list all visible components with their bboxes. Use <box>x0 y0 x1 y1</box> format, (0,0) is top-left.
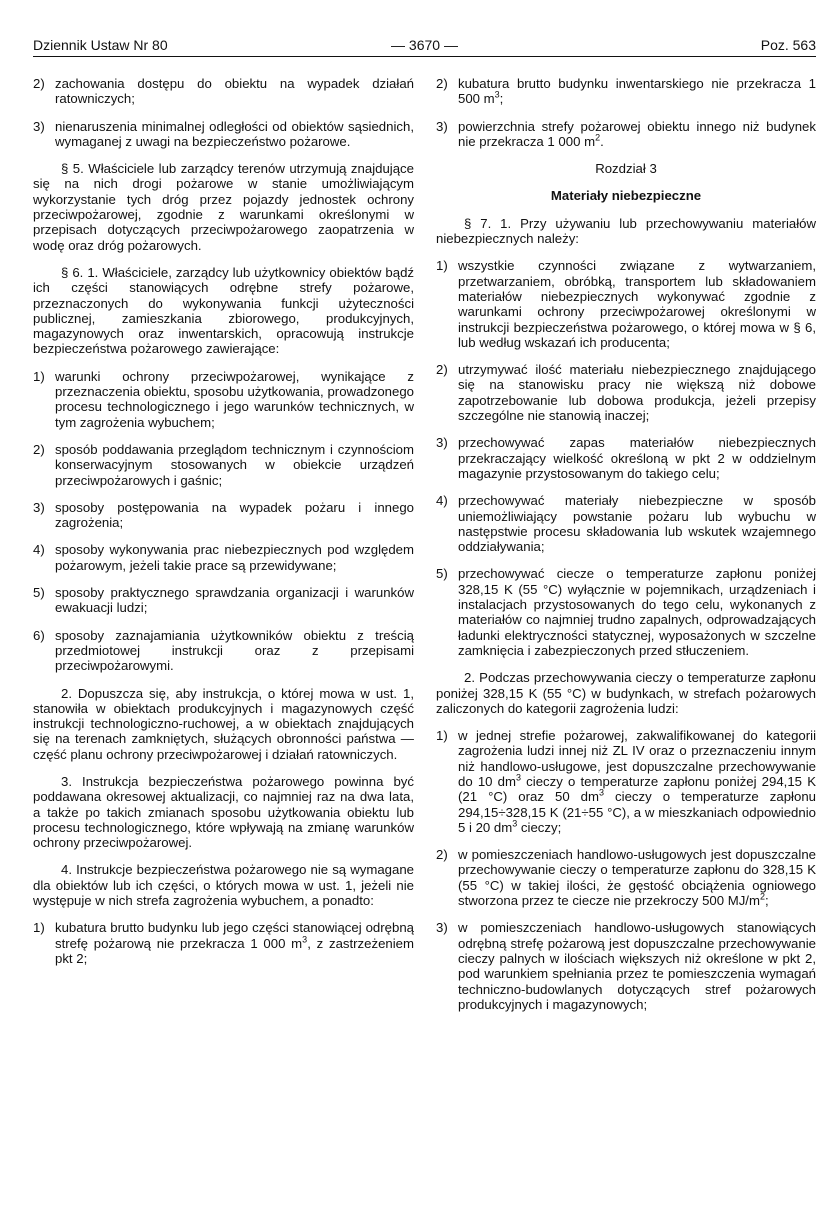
item-tail: . <box>600 133 604 149</box>
superscript: 3 <box>512 818 518 829</box>
left-column <box>33 76 414 978</box>
item-tail: ; <box>499 91 504 107</box>
item-text: w jednej strefie pożarowej, zakwalifikowanej do kategorii zagrożenia ludzi innej niż ZL IV oraz o przeznaczeniu innym niż handlowo-usługowe, jest dopuszczalne przechowywanie do 10 dm <box>458 728 816 789</box>
list-item: 3) przechowywać zapas materiałów niebezpiecznych przekraczający wielkość określoną w pkt 2 w oddzielnym magazynie przystosowanym do takiego celu; <box>436 435 816 481</box>
list-item: 1) kubatura brutto budynku lub jego części stanowiącej odrębną strefę pożarową nie przekracza 1 000 $m^3$, z zastrzeżeniem pkt 2; <box>33 920 414 966</box>
list-item: 2) sposób poddawania przeglądom technicznym i czynnościom konserwacyjnym stosowanych w obiekcie urządzeń przeciwpożarowych i gaśnic; <box>33 441 414 488</box>
list-item: 2) zachowania dostępu do obiektu na wypadek działań ratowniczych; <box>33 76 414 107</box>
list-item: 6) sposoby zaznajamiania użytkowników obiektu z treścią przedmiotowej instrukcji oraz z przepisami przeciwpożarowymi. <box>33 627 414 674</box>
paragraph-section-6: § 6. 1. Właściciele, zarządcy lub użytkownicy obiektów bądź ich części stanowiących odrębne strefy pożarowe, przeznaczonych do wykonywania funkcji użyteczności publicznej, zamieszkania zbiorowego, produkcyjnych, magazynowych oraz inwentarskich, opracowują instrukcje bezpieczeństwa pożarowego zawierające: <box>33 264 414 357</box>
item-text: cieczy o temperaturze zapłonu 294,15÷328,15 K (21÷55 °C), a w mieszkaniach odpowiednio 5 i 20 dm <box>458 789 816 835</box>
list-item: 5) sposoby praktycznego sprawdzania organizacji i warunków ewakuacji ludzi; <box>33 585 414 616</box>
journal-title: Dziennik Ustaw Nr 80 <box>33 37 168 53</box>
item-tail: cieczy; <box>517 819 562 835</box>
list-item: 3) nienaruszenia minimalnej odległości od obiektów sąsiednich, wymaganej z uwagi na bezpieczeństwo pożarowe. <box>33 118 414 149</box>
list-item: 1) warunki ochrony przeciwpożarowej, wynikające z przeznaczenia obiektu, sposobu użytkowania, prowadzonego procesu technologicznego i jego warunków technicznych, w tym zagrożenia wybuchem; <box>33 368 414 430</box>
item-text: kubatura brutto budynku inwentarskiego nie przekracza 1 500 m <box>458 76 816 107</box>
list-item: 2) w pomieszczeniach handlowo-usługowych jest dopuszczalne przechowywanie cieczy o temperaturze zapłonu do 328,15 K (55 °C) w takiej ilości, że gęstość obciążenia ogniowego stworzona przez te ciecze nie przekroczy 500 $MJ/m^2$; <box>436 847 816 909</box>
list-item: 2) kubatura brutto budynku inwentarskiego nie przekracza 1 500 $m^3$; <box>436 76 816 107</box>
list-item: 1) wszystkie czynności związane z wytwarzaniem, przetwarzaniem, obróbką, transportem lub składowaniem materiałów niebezpiecznych wykonywać zgodnie z warunkami ochrony przeciwpożarowej określonymi w instrukcji bezpieczeństwa pożarowego, o której mowa w § 6, lub według wskazań ich producenta; <box>436 258 816 350</box>
paragraph-section-6-4: 4. Instrukcje bezpieczeństwa pożarowego nie są wymagane dla obiektów lub ich części, o których mowa w ust. 1, jeżeli nie występuje w nich strefa zagrożenia wybuchem, a ponadto: <box>33 862 414 909</box>
list-item: 4) przechowywać materiały niebezpieczne w sposób uniemożliwiający powstanie pożaru lub wybuchu w następstwie procesu składowania lub wskutek wzajemnego oddziaływania; <box>436 493 816 555</box>
item-tail: , z zastrzeżeniem pkt 2; <box>55 935 414 966</box>
page-header <box>33 36 816 57</box>
item-text: w pomieszczeniach handlowo-usługowych jest dopuszczalne przechowywanie cieczy o temperaturze zapłonu do 328,15 K (55 °C) w takiej ilości, że gęstość obciążenia ogniowego stworzona przez te ciecze nie przekroczy 500 MJ/m <box>458 847 816 909</box>
chapter-number: Rozdział 3 <box>595 161 657 177</box>
superscript: 3 <box>516 772 522 783</box>
paragraph-section-7: § 7. 1. Przy używaniu lub przechowywaniu materiałów niebezpiecznych należy: <box>436 215 816 247</box>
superscript: 3 <box>599 787 605 798</box>
right-column <box>436 76 816 1024</box>
superscript: 2 <box>759 891 765 902</box>
item-tail: ; <box>764 893 769 909</box>
paragraph-section-5: § 5. Właściciele lub zarządcy terenów utrzymują znajdujące się na nich drogi pożarowe w stanie umożliwiającym wykorzystanie tych dróg przez pojazdy jednostek ochrony przeciwpożarowej, zgodnie z warunkami określonymi w przepisach dotyczących przeciwpożarowego zaopatrzenia w wodę oraz dróg pożarowych. <box>33 161 414 253</box>
position-number: Poz. 563 <box>760 37 816 53</box>
paragraph-section-6-2: 2. Dopuszcza się, aby instrukcja, o której mowa w ust. 1, stanowiła w obiektach produkcyjnych i magazynowych część instrukcji technologiczno-ruchowej, a w obiektach znajdujących się na terenach zamkniętych, służących obronności państwa — część planu ochrony przeciwpożarowej i działań ratowniczych. <box>33 685 414 762</box>
superscript: 3 <box>494 89 500 100</box>
page-number: — 3670 — <box>391 37 458 53</box>
item-text: powierzchnia strefy pożarowej obiektu innego niż budynek nie przekracza 1 000 m <box>458 118 816 149</box>
list-item: 3) powierzchnia strefy pożarowej obiektu innego niż budynek nie przekracza 1 000 $m^2$. <box>436 118 816 149</box>
list-item: 4) sposoby wykonywania prac niebezpiecznych pod względem pożarowym, jeżeli takie prace są przewidywane; <box>33 542 414 573</box>
chapter-title: Materiały niebezpieczne <box>550 188 702 204</box>
item-text: kubatura brutto budynku lub jego części stanowiącej odrębną strefę pożarową nie przekracza 1 000 m <box>55 920 414 951</box>
item-text: cieczy o temperaturze zapłonu poniżej 294,15 K (21 °C) oraz 50 dm <box>458 773 816 805</box>
list-item: 2) utrzymywać ilość materiału niebezpiecznego znajdującego się na stanowisku pracy nie większą niż dobowe zapotrzebowanie lub dobowa produkcja, jeżeli przepisy szczególne nie stanowią inaczej; <box>436 362 816 424</box>
list-item: 5) przechowywać ciecze o temperaturze zapłonu poniżej 328,15 K (55 °C) wyłącznie w pojemnikach, urządzeniach i instalacjach przystosowanych do tego celu, wykonanych z materiałów co najmniej trudno zapalnych, odprowadzających ładunki elektryczności statycznej, wyposażonych w szczelne zamknięcia i zabezpieczonych przed stłuczeniem. <box>436 566 816 658</box>
list-item: 1) w jednej strefie pożarowej, zakwalifikowanej do kategorii zagrożenia ludzi innej niż ZL IV oraz o przeznaczeniu innym niż handlowo-usługowe, jest dopuszczalne przechowywanie do 10 $dm^3$ cieczy o temperaturze zapłonu poniżej 294,15 K (21 °C) oraz 50 $dm^3$ cieczy o temperaturze zapłonu 294,15÷328,15 K (21÷55 °C), a w mieszkaniach odpowiednio 5 i 20 $dm^3$ cieczy; <box>436 728 816 835</box>
superscript: 2 <box>595 132 601 143</box>
paragraph-section-6-3: 3. Instrukcja bezpieczeństwa pożarowego powinna być poddawana okresowej aktualizacji, co najmniej raz na dwa lata, a także po takich zmianach sposobu użytkowania obiektu lub procesu technologicznego, które wpływają na zmianę warunków ochrony przeciwpożarowej. <box>33 773 414 851</box>
superscript: 3 <box>302 934 308 945</box>
list-item: 3) w pomieszczeniach handlowo-usługowych stanowiących odrębną strefę pożarową jest dopuszczalne przechowywanie cieczy palnych w ilościach większych niż określone w pkt 2, pod warunkiem spełniania przez te pomieszczenia wymagań techniczno-budowlanych dotyczących stref pożarowych produkcyjnych i magazynowych; <box>436 920 816 1012</box>
paragraph-section-7-2: 2. Podczas przechowywania cieczy o temperaturze zapłonu poniżej 328,15 K (55 °C) w budynkach, w strefach pożarowych zaliczonych do kategorii zagrożenia ludzi: <box>436 670 816 716</box>
list-item: 3) sposoby postępowania na wypadek pożaru i innego zagrożenia; <box>33 499 414 531</box>
